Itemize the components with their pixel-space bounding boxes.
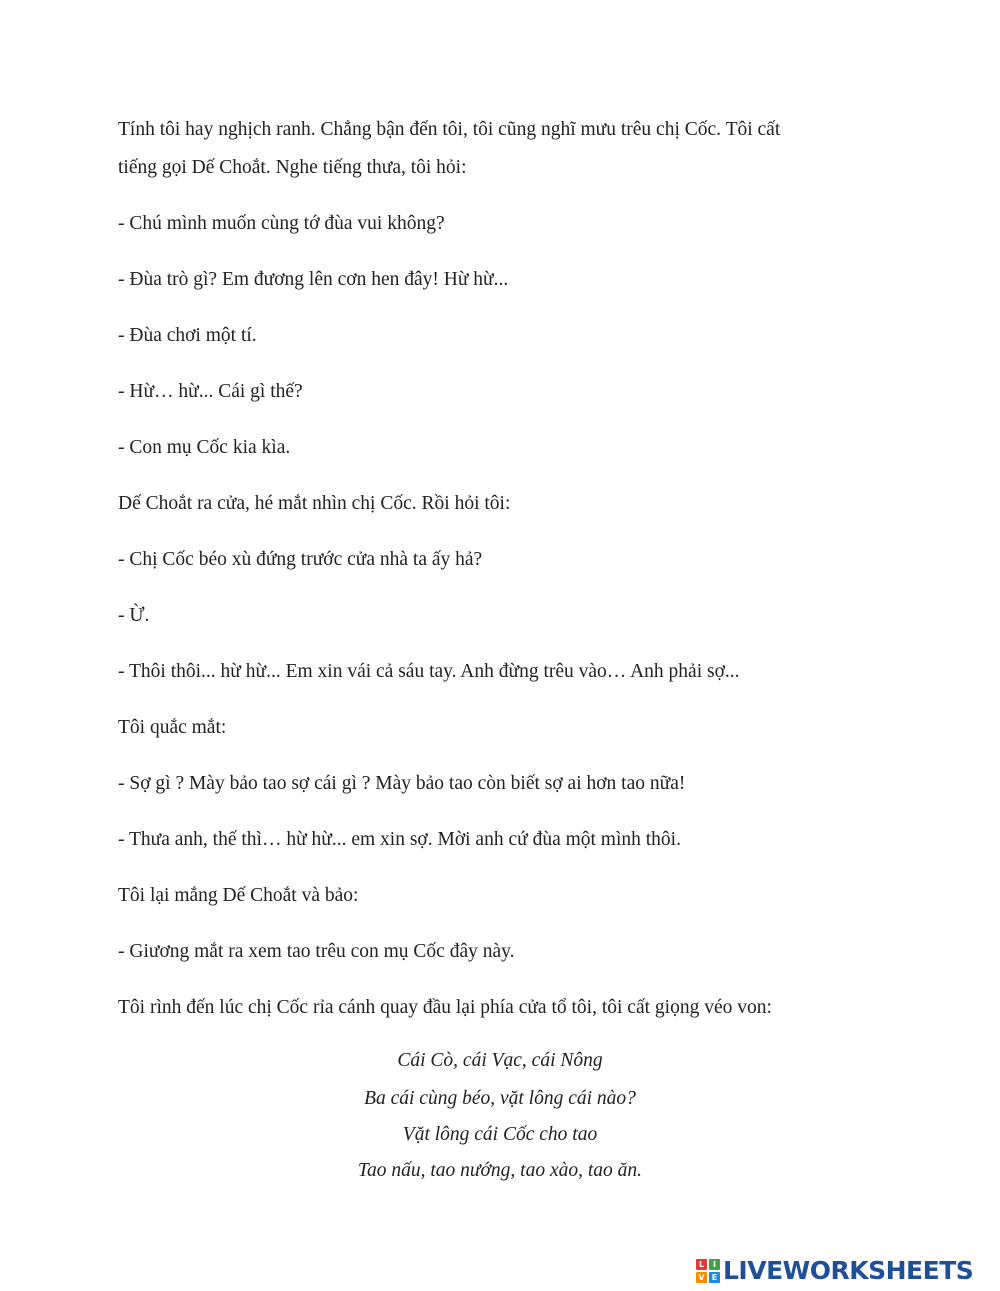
- paragraph-line: Dế Choắt ra cửa, hé mắt nhìn chị Cốc. Rồi hỏi tôi:: [118, 493, 511, 514]
- paragraph-line: tiếng gọi Dế Choắt. Nghe tiếng thưa, tôi hỏi:: [118, 157, 467, 178]
- logo-letter-i: I: [709, 1259, 720, 1270]
- dialogue-line: - Hừ… hừ... Cái gì thế?: [118, 381, 303, 402]
- dialogue-line: - Chú mình muốn cùng tớ đùa vui không?: [118, 213, 445, 234]
- paragraph-line: Tính tôi hay nghịch ranh. Chẳng bận đến tôi, tôi cũng nghĩ mưu trêu chị Cốc. Tôi cất: [118, 119, 781, 140]
- dialogue-line: - Thôi thôi... hừ hừ... Em xin vái cả sáu tay. Anh đừng trêu vào… Anh phải sợ...: [118, 661, 740, 682]
- logo-letter-e: E: [709, 1272, 720, 1283]
- liveworksheets-logo[interactable]: [696, 1256, 973, 1286]
- dialogue-line: - Giương mắt ra xem tao trêu con mụ Cốc đây này.: [118, 941, 515, 962]
- poem-line: Ba cái cùng béo, vặt lông cái nào?: [364, 1088, 636, 1109]
- logo-text: LIVEWORKSHEETS: [723, 1256, 974, 1285]
- dialogue-line: - Thưa anh, thế thì… hừ hừ... em xin sợ. Mời anh cứ đùa một mình thôi.: [118, 829, 681, 850]
- paragraph-line: Tôi quắc mắt:: [118, 717, 227, 738]
- logo-mark-icon: [696, 1259, 720, 1283]
- poem-line: Vặt lông cái Cốc cho tao: [402, 1124, 598, 1145]
- dialogue-line: - Ừ.: [118, 605, 150, 626]
- paragraph-line: Tôi rình đến lúc chị Cốc rỉa cánh quay đầu lại phía cửa tổ tôi, tôi cất giọng véo von:: [118, 997, 772, 1018]
- dialogue-line: - Đùa trò gì? Em đương lên cơn hen đây! Hừ hừ...: [118, 269, 509, 290]
- paragraph-line: Tôi lại mắng Dế Choắt và bảo:: [118, 885, 359, 906]
- poem-line: Tao nấu, tao nướng, tao xào, tao ăn.: [357, 1160, 643, 1181]
- dialogue-line: - Chị Cốc béo xù đứng trước cửa nhà ta ấy hả?: [118, 549, 483, 570]
- dialogue-line: - Con mụ Cốc kia kìa.: [118, 437, 291, 458]
- dialogue-line: - Đùa chơi một tí.: [118, 325, 257, 346]
- logo-letter-v: V: [696, 1272, 707, 1283]
- logo-letter-l: L: [696, 1259, 707, 1270]
- dialogue-line: - Sợ gì ? Mày bảo tao sợ cái gì ? Mày bảo tao còn biết sợ ai hơn tao nữa!: [118, 773, 686, 794]
- poem-line: Cái Cò, cái Vạc, cái Nông: [397, 1050, 603, 1071]
